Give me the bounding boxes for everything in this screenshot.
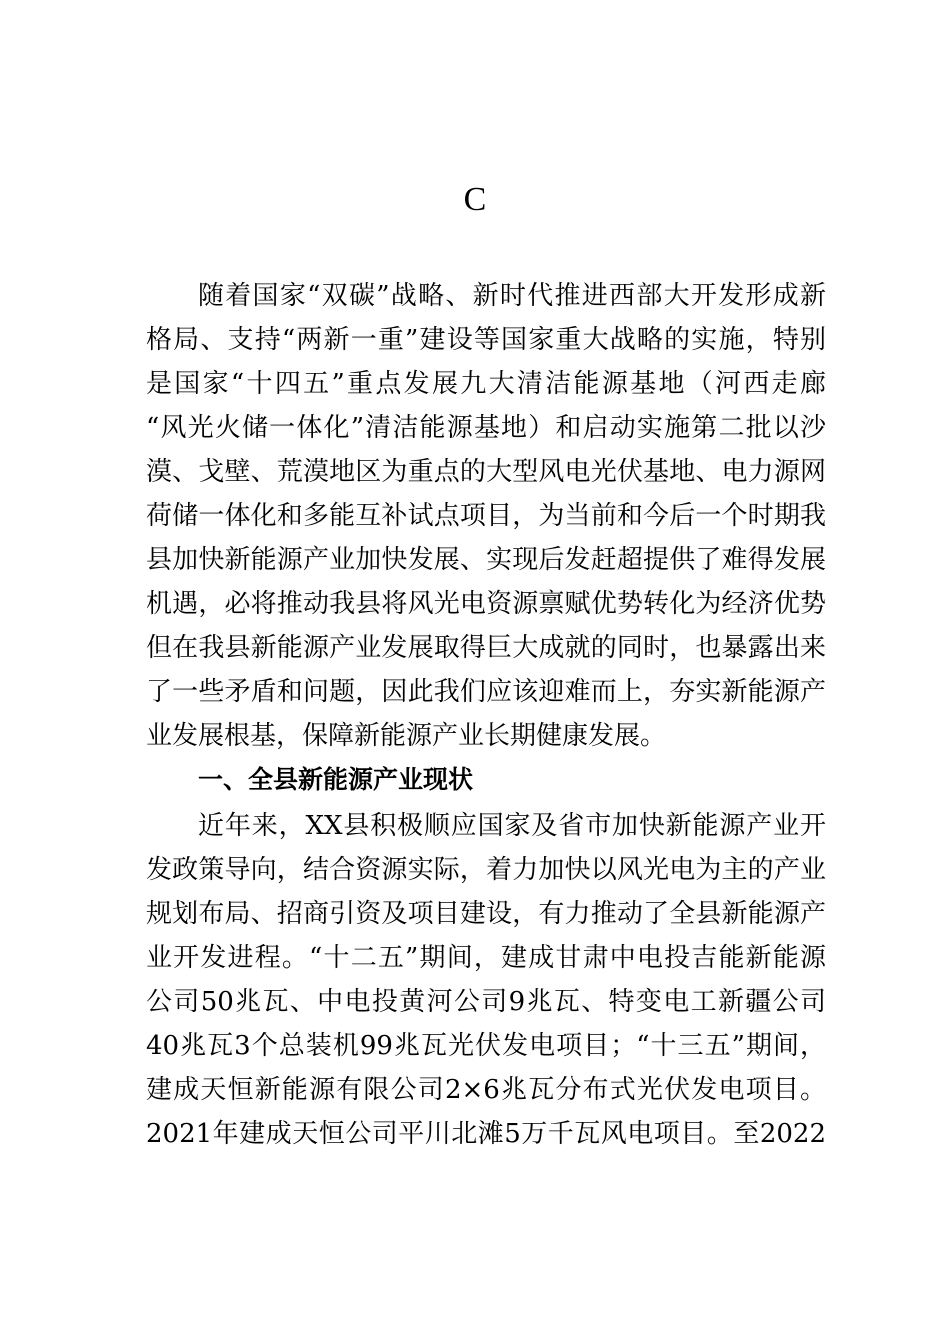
paragraph-line: 业开发进程。“十二五”期间，建成甘肃中电投吉能新能源 [146,943,826,973]
paragraph-line: 40兆瓦3个总装机99兆瓦光伏发电项目；“十三五”期间， [146,1031,826,1061]
paragraph-line: 公司50兆瓦、中电投黄河公司9兆瓦、特变电工新疆公司 [146,987,826,1017]
paragraph-line: 但在我县新能源产业发展取得巨大成就的同时，也暴露出来 [146,633,826,663]
paragraph-line: 是国家“十四五”重点发展九大清洁能源基地（河西走廊 [146,369,826,399]
paragraph-line: “风光火储一体化”清洁能源基地）和启动实施第二批以沙 [146,413,826,443]
paragraph-line: 漠、戈壁、荒漠地区为重点的大型风电光伏基地、电力源网 [146,457,826,487]
paragraph-line: 随着国家“双碳”战略、新时代推进西部大开发形成新 [198,281,826,311]
page-title: C [463,181,487,218]
paragraph-line: 2021年建成天恒公司平川北滩5万千瓦风电项目。至2022 [146,1119,826,1149]
paragraph-line: 业发展根基，保障新能源产业长期健康发展。 [146,721,667,751]
paragraph-line: 县加快新能源产业加快发展、实现后发赶超提供了难得发展 [146,545,826,575]
paragraph-line: 格局、支持“两新一重”建设等国家重大战略的实施，特别 [146,325,826,355]
paragraph-line: 机遇，必将推动我县将风光电资源禀赋优势转化为经济优势 [146,589,826,619]
paragraph-line: 荷储一体化和多能互补试点项目，为当前和今后一个时期我 [146,501,826,531]
paragraph-line: 建成天恒新能源有限公司2×6兆瓦分布式光伏发电项目。 [146,1075,826,1105]
paragraph-line: 规划布局、招商引资及项目建设，有力推动了全县新能源产 [146,899,826,929]
section-heading: 一、全县新能源产业现状 [198,765,474,794]
paragraph-line: 近年来，XX县积极顺应国家及省市加快新能源产业开 [198,811,826,841]
paragraph-line: 了一些矛盾和问题，因此我们应该迎难而上，夯实新能源产 [146,677,826,707]
paragraph-line: 发政策导向，结合资源实际，着力加快以风光电为主的产业 [146,855,826,885]
